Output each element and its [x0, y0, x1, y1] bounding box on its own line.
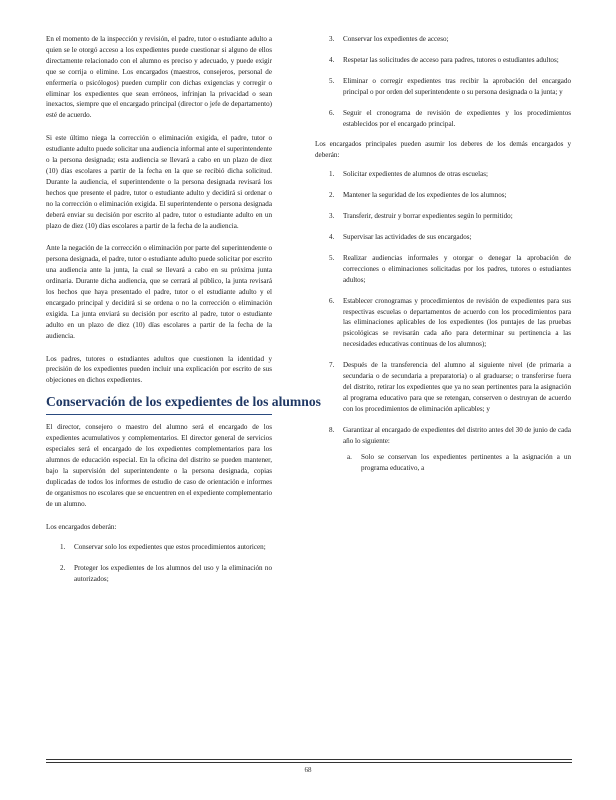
list-number: 5.	[329, 76, 335, 85]
list-text: Respetar las solicitudes de acceso para padres, tutores o estudiantes adultos;	[343, 55, 559, 64]
list-number: 6.	[329, 108, 335, 117]
list-text: Seguir el cronograma de revisión de expedientes y los procedimientos establecidos por el encargado principal.	[343, 108, 571, 128]
footer-rule	[46, 762, 572, 763]
list-text: Mantener la seguridad de los expedientes de los alumnos;	[343, 191, 507, 200]
list-text: Conservar los expedientes de acceso;	[343, 35, 449, 43]
principal-custodian-duties-list	[315, 169, 571, 474]
list-item	[329, 34, 571, 45]
sub-list-item	[347, 452, 571, 474]
sub-list-letter: a.	[347, 453, 352, 462]
list-item	[329, 108, 571, 130]
footer-rule	[46, 759, 572, 760]
list-text: Conservar solo los expedientes que estos procedimientos autoricen;	[74, 543, 266, 552]
list-number: 3.	[329, 212, 335, 221]
list-item	[329, 360, 571, 415]
list-number: 1.	[60, 543, 66, 552]
list-text: Solicitar expedientes de alumnos de otras escuelas;	[343, 170, 488, 179]
list-item	[329, 55, 571, 66]
list-item	[329, 253, 571, 286]
list-item	[329, 425, 571, 475]
list-text: Transferir, destruir y borrar expedientes según lo permitido;	[343, 212, 513, 221]
right-column	[315, 34, 571, 484]
list-text: Realizar audiencias informales y otorgar o denegar la aprobación de correcciones o eliminaciones solicitadas por los padres, tutores o estudiantes adultos;	[343, 253, 571, 284]
left-column	[46, 34, 321, 595]
paragraph: En el momento de la inspección y revisión, el padre, tutor o estudiante adulto a quien se le otorgó acceso a los expedientes puede cuestionar si alguno de ellos directamente relacionado con el alumno es preciso y adecuado, y puede exigir que se corrija o elimine. Los encargados (maestros, consejeros, personal de enfermería o psicólogos) pueden cumplir con dichas exigencias y corregir o eliminar los expedientes que sean erróneos, infrinjan la privacidad o sean inexactos, siempre que el encargado principal (director o jefe de departamento) esté de acuerdo.	[46, 35, 272, 120]
list-item	[329, 190, 571, 201]
list-number: 3.	[329, 35, 335, 43]
list-intro: Los encargados principales pueden asumir los deberes de los demás encargados y deberán:	[315, 140, 571, 160]
sub-list-text: Solo se conservan los expedientes pertinentes a la asignación a un programa educativo, a	[361, 453, 571, 473]
list-text: Establecer cronogramas y procedimientos de revisión de expedientes para sus respectivas escuelas o departamentos de acuerdo con los procedimientos para las eliminaciones aplicables de los expedientes (los puntajes de las pruebas psicológicas se revisarán cada año para determinar su pertinencia a las necesidades educativas continuas de los alumnos);	[343, 296, 571, 349]
page-number: 68	[304, 766, 312, 774]
custodian-duties-list-continued	[315, 34, 571, 129]
list-number: 7.	[329, 361, 335, 370]
list-number: 2.	[329, 191, 335, 200]
custodian-duties-list	[46, 542, 272, 585]
list-number: 1.	[329, 170, 335, 179]
list-intro: Los encargados deberán:	[46, 522, 117, 531]
list-number: 2.	[60, 564, 66, 573]
list-item	[60, 542, 272, 553]
paragraph: Si este último niega la corrección o eliminación exigida, el padre, tutor o estudiante adulto puede solicitar una audiencia informal ante el superintendente o la persona designada; esta audiencia se llevará a cabo en un plazo de diez (10) días escolares a partir de la fecha en la que se recibió dicha solicitud. Durante la audiencia, el superintendente o la persona designada revisará los hechos que presente el padre, tutor o estudiante adulto y decidirá si ordenar o no la corrección o eliminación exigida. El superintendente o persona designada deberá enviar su decisión por escrito al padre, tutor o estudiante adulto en un plazo de diez (10) días escolares a partir de la fecha de la audiencia.	[46, 134, 272, 230]
list-text: Después de la transferencia del alumno al siguiente nivel (de primaria a secundaria o de secundaria a preparatoria) o al graduarse; o transferirse fuera del distrito, retirar los expedientes que ya no sean pertinentes para la asignación al programa educativo para que se retengan, conserven o destruyan de acuerdo con los procedimientos de eliminación aplicables; y	[343, 361, 571, 413]
list-text: Proteger los expedientes de los alumnos del uso y la eliminación no autorizados;	[74, 564, 272, 584]
list-item	[329, 296, 571, 351]
paragraph: Los padres, tutores o estudiantes adultos que cuestionen la identidad y precisión de los expedientes pueden incluir una explicación por escrito de sus objeciones en dichos expedientes.	[46, 354, 272, 385]
list-number: 4.	[329, 232, 335, 241]
list-number: 5.	[329, 253, 335, 262]
list-item	[329, 169, 571, 180]
list-item	[329, 76, 571, 98]
list-number: 4.	[329, 55, 335, 64]
paragraph: Ante la negación de la corrección o eliminación por parte del superintendente o persona designada, el padre, tutor o estudiante adulto puede solicitar por escrito una audiencia ante la junta, la cual se llevará a cabo en su próxima junta ordinaria. Durante dicha audiencia, que se cerrará al público, la junta revisará los hechos que haya presentado el padre, tutor o el estudiante adulto y el encargado principal y decidirá si se ordena o no la corrección o eliminación exigida. La junta enviará su decisión por escrito al padre, tutor o estudiante adulto en un plazo de diez (10) días escolares a partir de la fecha de la audiencia.	[46, 244, 272, 340]
list-item	[329, 211, 571, 222]
list-text: Garantizar al encargado de expedientes del distrito antes del 30 de junio de cada año lo siguiente:	[343, 425, 571, 445]
section-heading: Conservación de los expedientes de los alumnos	[46, 394, 272, 415]
list-text: Supervisar las actividades de sus encargados;	[343, 232, 472, 241]
list-item	[60, 563, 272, 585]
list-number: 8.	[329, 425, 335, 434]
list-number: 6.	[329, 296, 335, 305]
paragraph: El director, consejero o maestro del alumno será el encargado de los expedientes acumulativos y complementarios. El director general de servicios especiales será el encargado de los expedientes complementarios para los alumnos de educación especial. En la oficina del distrito se pueden mantener, bajo la supervisión del superintendente o la persona designada, copias duplicadas de todos los informes de estudio de caso de orientación e informes de organismos no escolares que se encuentren en el expediente complementario de un alumno.	[46, 423, 272, 508]
list-item	[329, 232, 571, 243]
list-item-body	[343, 425, 571, 475]
list-text: Eliminar o corregir expedientes tras recibir la aprobación del encargado principal o por orden del superintendente o su persona designada o la junta; y	[343, 76, 571, 96]
